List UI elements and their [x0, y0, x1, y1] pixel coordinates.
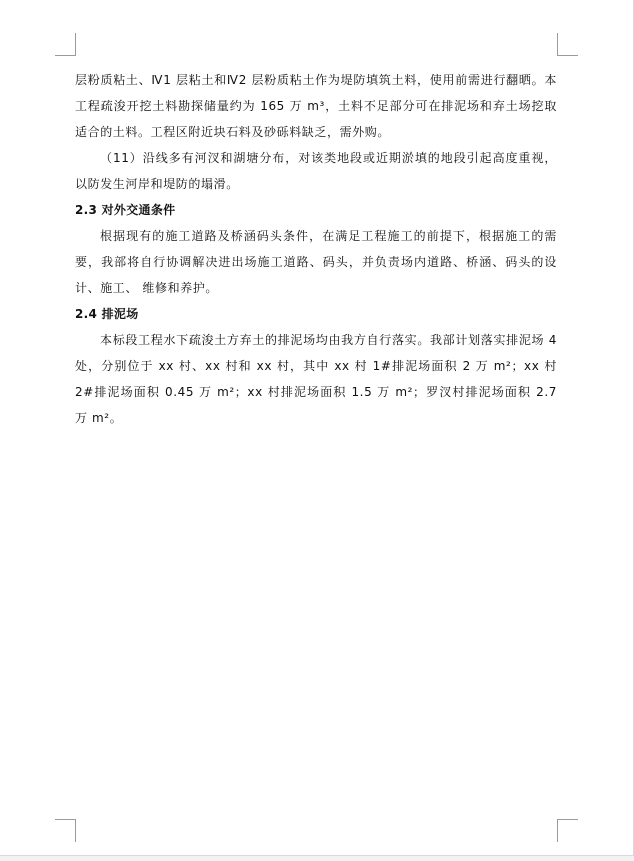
- crop-mark-bottom-right: [557, 819, 578, 842]
- crop-mark-top-left: [55, 33, 76, 56]
- section-2-4-heading: 2.4 排泥场: [75, 307, 139, 321]
- document-body[interactable]: [75, 67, 557, 431]
- item-11-paragraph: （11）沿线多有河汊和湖塘分布，对该类地段或近期淤填的地段引起高度重视，以防发生河岸和堤防的塌滑。: [75, 151, 557, 191]
- continued-paragraph: 层粉质粘土、Ⅳ1 层粘土和Ⅳ2 层粉质粘土作为堤防填筑土料，使用前需进行翻晒。本工程疏浚开挖土料勘探储量约为 165 万 m³，土料不足部分可在排泥场和弃土场挖取适合的土料。工程区附近块石料及砂砾料缺乏，需外购。: [75, 73, 557, 139]
- crop-mark-top-right: [557, 33, 578, 56]
- section-2-4-paragraph: 本标段工程水下疏浚土方弃土的排泥场均由我方自行落实。我部计划落实排泥场 4 处，分别位于 xx 村、xx 村和 xx 村，其中 xx 村 1#排泥场面积 2 万 m²；xx 村 2#排泥场面积 0.45 万 m²；xx 村排泥场面积 1.5 万 m²；罗汊村排泥场面积 2.7 万 m²。: [75, 333, 557, 425]
- section-2-3-paragraph: 根据现有的施工道路及桥涵码头条件，在满足工程施工的前提下，根据施工的需要，我部将自行协调解决进出场施工道路、码头，并负责场内道路、桥涵、码头的设计、施工、 维修和养护。: [75, 229, 557, 295]
- section-2-3-heading: 2.3 对外交通条件: [75, 203, 176, 217]
- crop-mark-bottom-left: [55, 819, 76, 842]
